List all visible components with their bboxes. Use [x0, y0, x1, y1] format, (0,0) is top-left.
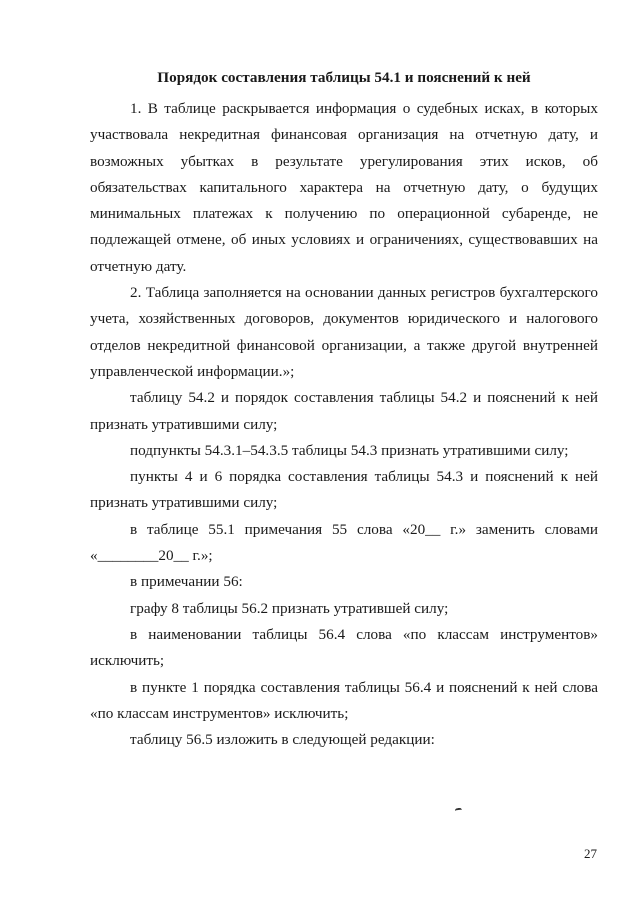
section-title: Порядок составления таблицы 54.1 и пояснений к ней — [157, 69, 531, 86]
paragraph-8: графу 8 таблицы 56.2 признать утратившей силу; — [130, 599, 449, 617]
paragraph-11: таблицу 56.5 изложить в следующей редакции: — [130, 731, 435, 749]
paragraph-5: пункты 4 и 6 порядка составления таблицы 54.3 и пояснений к ней признать утратившими силу; — [90, 468, 598, 512]
paragraph-1: 1. В таблице раскрывается информация о судебных исках, в которых участвовала некредитная финансовая организация на отчетную дату, и возможных убытках в результате урегулирования этих исков, об обязательствах капитального характера на отчетную дату, о будущих минимальных платежах к получению по операционной субаренде, не подлежащей отмене, об иных условиях и ограничениях, существовавших на отчетную дату. — [90, 100, 598, 275]
paragraph-6: в таблице 55.1 примечания 55 слова «20__ г.» заменить словами «________20__ г.»; — [90, 520, 598, 565]
page-number: 27 — [584, 846, 597, 861]
paragraph-2: 2. Таблица заполняется на основании данных регистров бухгалтерского учета, хозяйственных договоров, документов юридического и налогового отделов некредитной финансовой организации, а также другой внутренней управленческой информации.»; — [90, 284, 598, 380]
paragraph-3: таблицу 54.2 и порядок составления таблицы 54.2 и пояснений к ней признать утратившими силу; — [90, 389, 598, 433]
paragraph-10: в пункте 1 порядка составления таблицы 56.4 и пояснений к ней слова «по классам инструментов» исключить; — [90, 678, 598, 722]
paragraph-9: в наименовании таблицы 56.4 слова «по классам инструментов» исключить; — [90, 625, 598, 670]
paragraph-7: в примечании 56: — [130, 573, 243, 591]
paragraph-4: подпункты 54.3.1–54.3.5 таблицы 54.3 признать утратившими силу; — [130, 441, 569, 459]
document-body — [90, 96, 598, 753]
scan-mark — [455, 808, 463, 814]
